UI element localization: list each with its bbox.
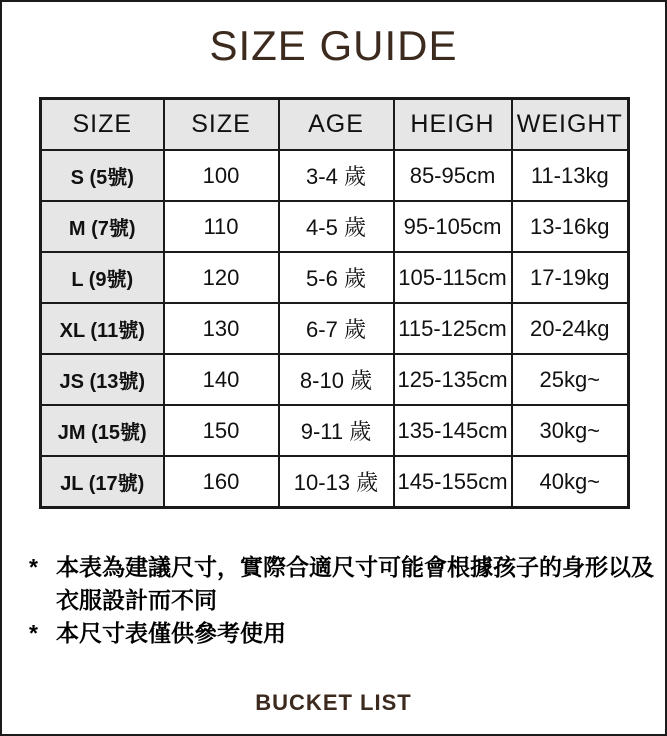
asterisk-marker: * (29, 554, 38, 580)
cell-height: 145-155cm (394, 456, 512, 508)
footnote-sizing-disclaimer (29, 551, 659, 617)
page-title: SIZE GUIDE (209, 22, 458, 69)
column-header-size-label: SIZE (41, 99, 164, 151)
cell-weight: 17-19kg (512, 252, 629, 303)
table-row (41, 201, 629, 252)
table-row (41, 150, 629, 201)
table-row (41, 252, 629, 303)
cell-age: 8-10 歲 (279, 354, 394, 405)
column-header-size-number: SIZE (164, 99, 279, 151)
cell-weight: 25kg~ (512, 354, 629, 405)
cell-size-number: 160 (164, 456, 279, 508)
table-row (41, 405, 629, 456)
cell-size-label: L (9號) (41, 252, 164, 303)
cell-size-number: 120 (164, 252, 279, 303)
cell-weight: 11-13kg (512, 150, 629, 201)
cell-size-label: JM (15號) (41, 405, 164, 456)
cell-height: 95-105cm (394, 201, 512, 252)
cell-size-label: M (7號) (41, 201, 164, 252)
table-row (41, 354, 629, 405)
brand-logo-text: BUCKET LIST (255, 690, 412, 715)
cell-age: 3-4 歲 (279, 150, 394, 201)
footnote-text: 本尺寸表僅供參考使用 (56, 620, 286, 646)
cell-weight: 40kg~ (512, 456, 629, 508)
header-row (41, 99, 629, 151)
cell-size-number: 110 (164, 201, 279, 252)
cell-weight: 30kg~ (512, 405, 629, 456)
column-header-weight: WEIGHT (512, 99, 629, 151)
size-table (39, 97, 630, 509)
footnotes (29, 551, 659, 650)
cell-height: 105-115cm (394, 252, 512, 303)
cell-height: 115-125cm (394, 303, 512, 354)
cell-size-label: JS (13號) (41, 354, 164, 405)
table-row (41, 303, 629, 354)
table-row (41, 456, 629, 508)
column-header-height: HEIGH (394, 99, 512, 151)
footnote-reference-only (29, 617, 659, 650)
cell-size-number: 130 (164, 303, 279, 354)
cell-size-number: 150 (164, 405, 279, 456)
cell-age: 9-11 歲 (279, 405, 394, 456)
cell-weight: 13-16kg (512, 201, 629, 252)
cell-size-number: 100 (164, 150, 279, 201)
cell-height: 85-95cm (394, 150, 512, 201)
cell-weight: 20-24kg (512, 303, 629, 354)
column-header-age: AGE (279, 99, 394, 151)
cell-size-label: S (5號) (41, 150, 164, 201)
cell-age: 10-13 歲 (279, 456, 394, 508)
cell-size-label: JL (17號) (41, 456, 164, 508)
asterisk-marker: * (29, 620, 38, 646)
cell-age: 6-7 歲 (279, 303, 394, 354)
cell-size-number: 140 (164, 354, 279, 405)
footnote-text: 本表為建議尺寸，實際合適尺寸可能會根據孩子的身形以及衣服設計而不同 (56, 554, 654, 613)
cell-size-label: XL (11號) (41, 303, 164, 354)
cell-height: 125-135cm (394, 354, 512, 405)
cell-age: 5-6 歲 (279, 252, 394, 303)
cell-age: 4-5 歲 (279, 201, 394, 252)
cell-height: 135-145cm (394, 405, 512, 456)
